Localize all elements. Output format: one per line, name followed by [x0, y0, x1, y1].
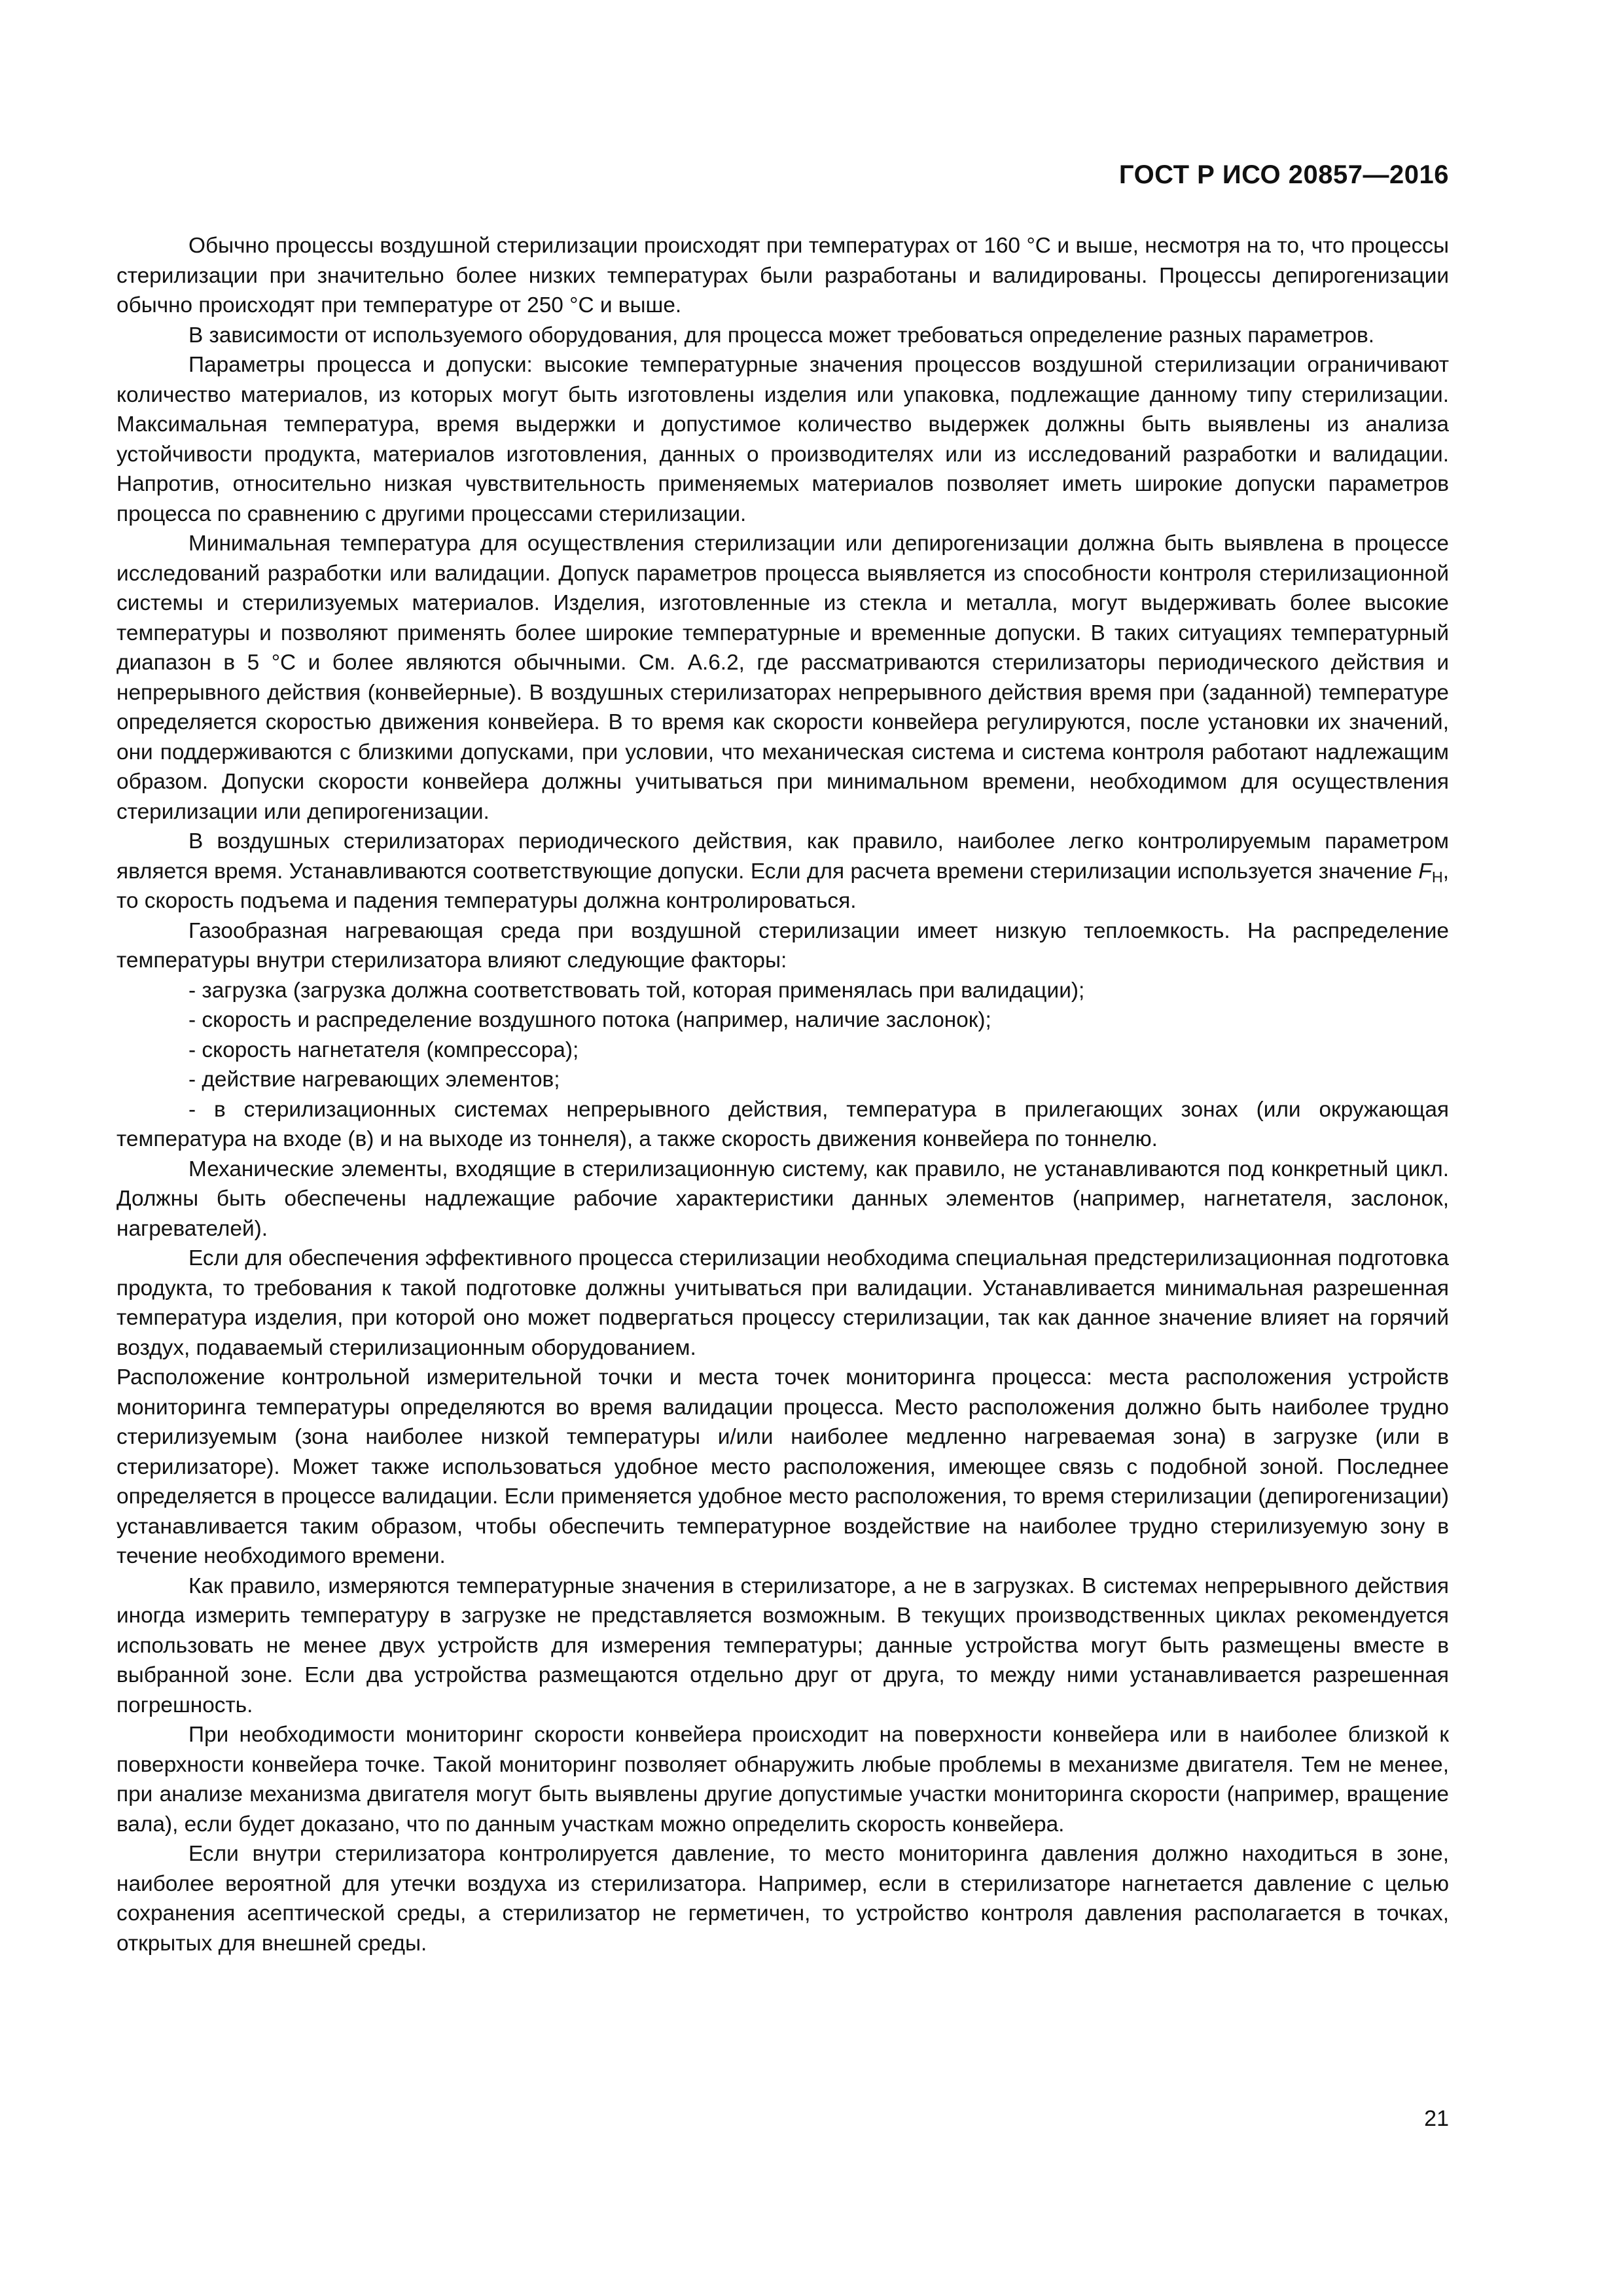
standard-designation: ГОСТ Р ИСО 20857—2016	[1118, 160, 1449, 189]
list-item: - действие нагревающих элементов;	[188, 1067, 560, 1092]
paragraph: В зависимости от используемого оборудования, для процесса может требоваться определение разных параметров.	[188, 323, 1375, 348]
paragraph-text: , то скорость подъема и падения температуры должна контролироваться.	[116, 859, 1449, 913]
list-item: - скорость и распределение воздушного потока (например, наличие заслонок);	[188, 1008, 991, 1032]
paragraph: Обычно процессы воздушной стерилизации происходят при температурах от 160 °С и выше, несмотря на то, что процессы стерилизации при значительно более низких температурах были разработаны и валидированы. Процессы депирогенизации обычно происходят при температуре от 250 °С и выше.	[116, 234, 1449, 317]
body-text	[116, 231, 1449, 1958]
paragraph: Как правило, измеряются температурные значения в стерилизаторе, а не в загрузках. В системах непрерывного действия иногда измерить температуру в загрузке не представляется возможным. В текущих производственных циклах рекомендуется использовать не менее двух устройств для измерения температуры; данные устройства могут быть размещены вместе в выбранной зоне. Если два устройства размещаются отдельно друг от друга, то между ними устанавливается разрешенная погрешность.	[116, 1573, 1449, 1717]
paragraph: Минимальная температура для осуществления стерилизации или депирогенизации должна быть выявлена в процессе исследований разработки или валидации. Допуск параметров процесса выявляется из способности контроля стерилизационной системы и стерилизуемых материалов. Изделия, изготовленные из стекла и металла, могут выдерживать более высокие температуры и позволяют применять более широкие температурные и временные допуски. В таких ситуациях температурный диапазон в 5 °С и более являются обычными. См. А.6.2, где рассматриваются стерилизаторы периодического действия и непрерывного действия (конвейерные). В воздушных стерилизаторах непрерывного действия время при (заданной) температуре определяется скоростью движения конвейера. В то время как скорости конвейера регулируются, после установки их значений, они поддерживаются с близкими допусками, при условии, что механическая система и система контроля работают надлежащим образом. Допуски скорости конвейера должны учитываться при минимальном времени, необходимом для осуществления стерилизации или депирогенизации.	[116, 531, 1449, 824]
paragraph: Параметры процесса и допуски: высокие температурные значения процессов воздушной стерилизации ограничивают количество материалов, из которых могут быть изготовлены изделия или упаковка, подлежащие данному типу стерилизации. Максимальная температура, время выдержки и допустимое количество выдержек должны быть выявлены из анализа устойчивости продукта, материалов изготовления, данных о производителях или из исследований разработки и валидации. Напротив, относительно низкая чувствительность применяемых материалов позволяет иметь широкие допуски параметров процесса по сравнению с другими процессами стерилизации.	[116, 353, 1449, 526]
list-item: - загрузка (загрузка должна соответствовать той, которая применялась при валидации);	[188, 978, 1085, 1003]
paragraph: При необходимости мониторинг скорости конвейера происходит на поверхности конвейера или в наиболее близкой к поверхности конвейера точке. Такой мониторинг позволяет обнаружить любые проблемы в механизме двигателя. Тем не менее, при анализе механизма двигателя могут быть выявлены другие допустимые участки мониторинга скорости (например, вращение вала), если будет доказано, что по данным участкам можно определить скорость конвейера.	[116, 1723, 1449, 1837]
paragraph: Газообразная нагревающая среда при воздушной стерилизации имеет низкую теплоемкость. На распределение температуры внутри стерилизатора влияют следующие факторы:	[116, 918, 1449, 973]
paragraph-fh-value	[116, 827, 1449, 916]
list-item: - в стерилизационных системах непрерывного действия, температура в прилегающих зонах (или окружающая температура на входе (в) и на выходе из тоннеля), а также скорость движения конвейера по тоннелю.	[116, 1097, 1449, 1151]
page-number: 21	[1424, 2106, 1449, 2131]
paragraph: Расположение контрольной измерительной точки и места точек мониторинга процесса: места расположения устройств мониторинга температуры определяются во время валидации процесса. Место расположения должно быть наиболее трудно стерилизуемым (зона наиболее низкой температуры и/или наиболее медленно нагреваемая зона) в загрузке (или в стерилизаторе). Может также использоваться удобное место расположения, имеющее связь с подобной зоной. Последнее определяется в процессе валидации. Если применяется удобное место расположения, то время стерилизации (депирогенизации) устанавливается таким образом, чтобы обеспечить температурное воздействие на наиболее трудно стерилизуемую зону в течение необходимого времени.	[116, 1365, 1449, 1568]
fh-symbol: F	[1418, 859, 1432, 884]
list-item: - скорость нагнетателя (компрессора);	[188, 1037, 579, 1062]
paragraph: Если внутри стерилизатора контролируется давление, то место мониторинга давления должно находиться в зоне, наиболее вероятной для утечки воздуха из стерилизатора. Например, если в стерилизаторе нагнетается давление с целью сохранения асептической среды, а стерилизатор не герметичен, то устройство контроля давления располагается в точках, открытых для внешней среды.	[116, 1842, 1449, 1956]
paragraph: Если для обеспечения эффективного процесса стерилизации необходима специальная предстерилизационная подготовка продукта, то требования к такой подготовке должны учитываться при валидации. Устанавливается минимальная разрешенная температура изделия, при которой оно может подвергаться процессу стерилизации, так как данное значение влияет на горячий воздух, подаваемый стерилизационным оборудованием.	[116, 1246, 1449, 1360]
fh-subscript: H	[1431, 868, 1443, 886]
paragraph: Механические элементы, входящие в стерилизационную систему, как правило, не устанавливаются под конкретный цикл. Должны быть обеспечены надлежащие рабочие характеристики данных элементов (например, нагнетателя, заслонок, нагревателей).	[116, 1157, 1449, 1241]
paragraph-text: В воздушных стерилизаторах периодического действия, как правило, наиболее легко контролируемым параметром является время. Устанавливаются соответствующие допуски. Если для расчета времени стерилизации используется значение	[116, 829, 1449, 884]
